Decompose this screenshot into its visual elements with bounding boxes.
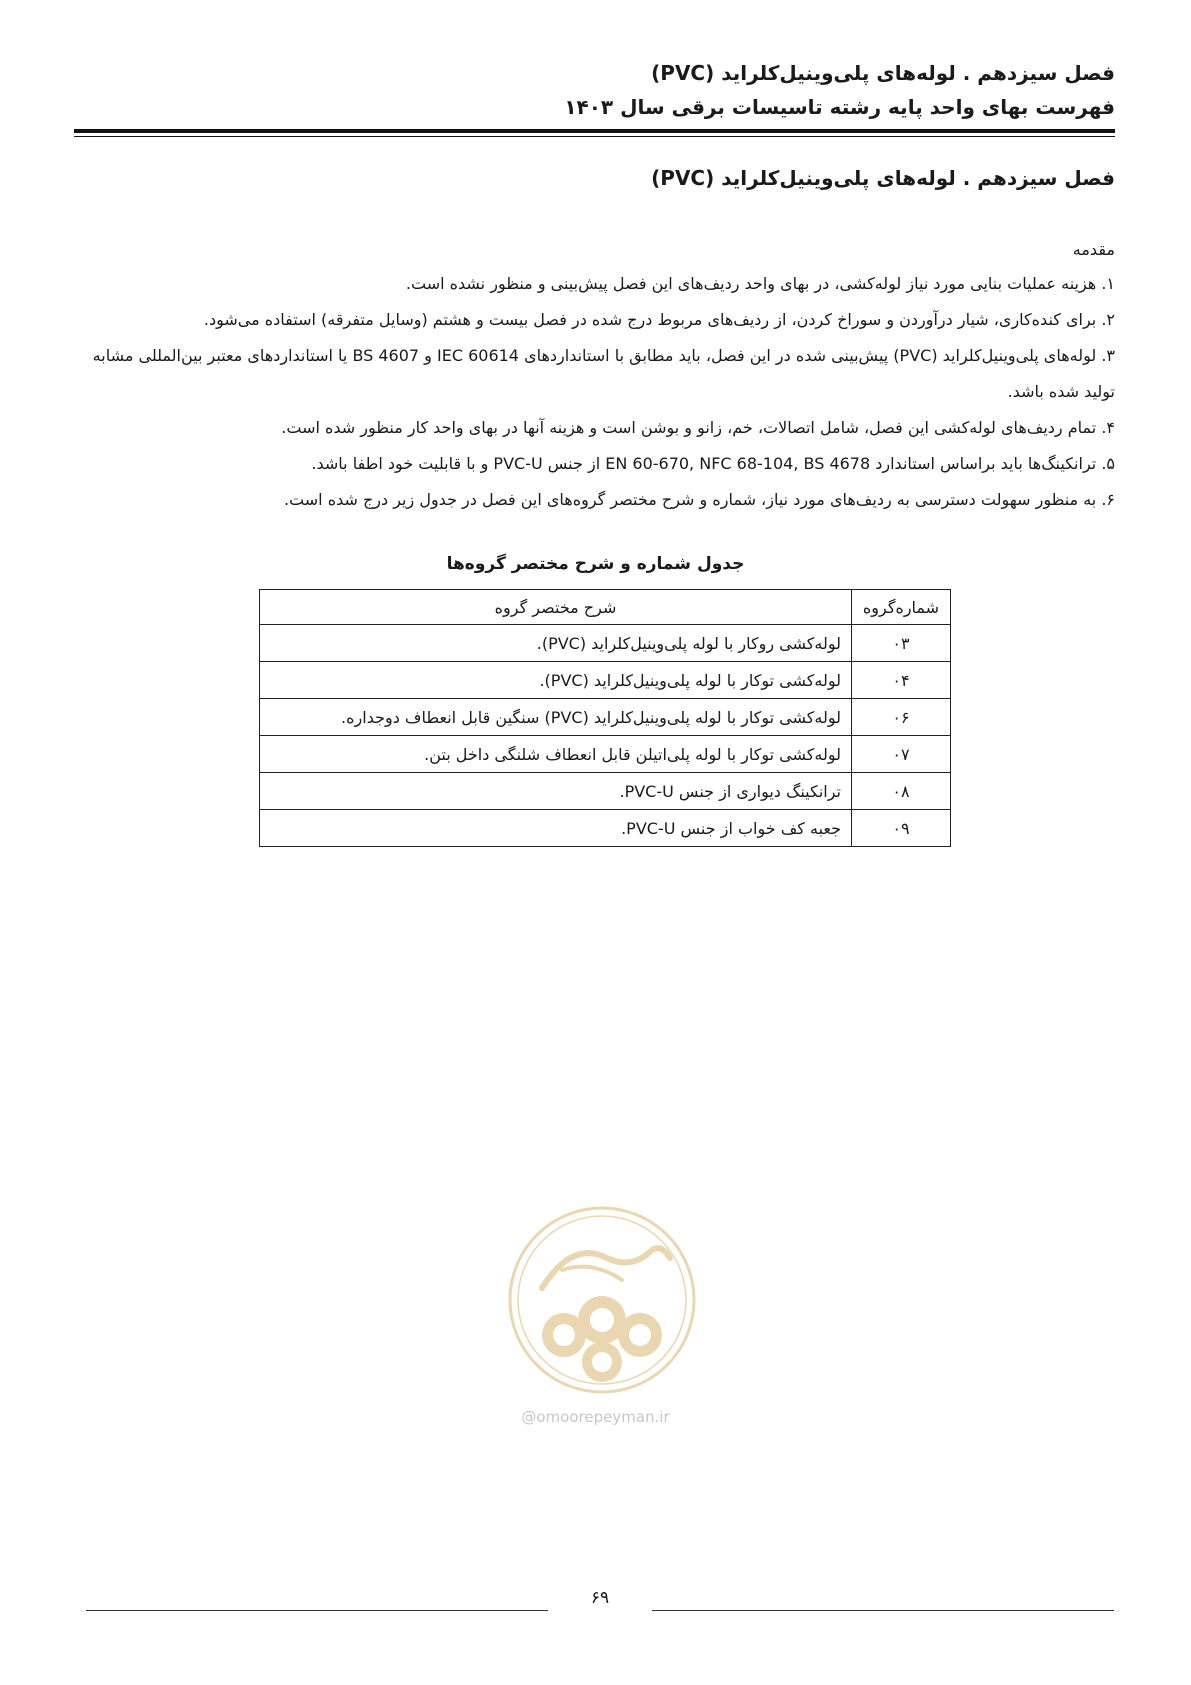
header-book-title: فهرست بهای واحد پایه رشته تاسیسات برقی سال ۱۴۰۳ <box>564 95 1115 119</box>
intro-paragraph: ۳. لوله‌های پلی‌وینیل‌کلراید (PVC) پیش‌بینی شده در این فصل، باید مطابق با استانداردهای IEC 60614 و BS 4607 یا استانداردهای معتبر بین‌المللی مشابه تولید شده باشد. <box>92 346 1115 401</box>
column-header-description: شرح مختصر گروه <box>260 590 852 625</box>
group-number: ۰۸ <box>852 773 951 810</box>
intro-paragraph: ۶. به منظور سهولت دسترسی به ردیف‌های مورد نیاز، شماره و شرح مختصر گروه‌های این فصل در جدول زیر درج شده است. <box>283 490 1115 509</box>
intro-paragraph: ۲. برای کنده‌کاری، شیار درآوردن و سوراخ کردن، از ردیف‌های مربوط درج شده در فصل بیست و هشتم (وسایل متفرقه) استفاده می‌شود. <box>203 310 1115 329</box>
group-description: لوله‌کشی توکار با لوله پلی‌وینیل‌کلراید (PVC). <box>260 662 852 699</box>
table-header-row <box>260 590 951 625</box>
header-rule-thin <box>74 136 1115 137</box>
group-description: لوله‌کشی توکار با لوله پلی‌اتیلن قابل انعطاف شلنگی داخل بتن. <box>260 736 852 773</box>
page-number: ۶۹ <box>590 1588 610 1608</box>
watermark-url: @omoorepeyman.ir <box>521 1408 670 1426</box>
group-description: لوله‌کشی توکار با لوله پلی‌وینیل‌کلراید (PVC) سنگین قابل انعطاف دوجداره. <box>260 699 852 736</box>
table-row <box>260 736 951 773</box>
column-header-number: شماره‌گروه <box>852 590 951 625</box>
group-description: جعبه کف خواب از جنس PVC-U. <box>260 810 852 847</box>
table-row <box>260 625 951 662</box>
intro-label: مقدمه <box>1072 240 1115 259</box>
intro-paragraph: ۴. تمام ردیف‌های لوله‌کشی این فصل، شامل اتصالات، خم، زانو و بوشن است و هزینه آنها در بهای واحد کار منظور شده است. <box>281 418 1115 437</box>
page-header <box>76 56 1115 124</box>
group-number: ۰۹ <box>852 810 951 847</box>
intro-section <box>86 234 1115 518</box>
watermark-logo-icon <box>502 1200 702 1400</box>
footer-rule-right <box>652 1610 1114 1611</box>
groups-table <box>259 589 951 847</box>
group-number: ۰۳ <box>852 625 951 662</box>
header-chapter-title: فصل سیزدهم . لوله‌های پلی‌وینیل‌کلراید (PVC) <box>651 61 1115 85</box>
group-number: ۰۶ <box>852 699 951 736</box>
group-description: لوله‌کشی روکار با لوله پلی‌وینیل‌کلراید (PVC). <box>260 625 852 662</box>
group-description: ترانکینگ دیواری از جنس PVC-U. <box>260 773 852 810</box>
footer-rule-left <box>86 1610 548 1611</box>
table-row <box>260 773 951 810</box>
table-row <box>260 810 951 847</box>
intro-paragraph: ۱. هزینه عملیات بنایی مورد نیاز لوله‌کشی، در بهای واحد ردیف‌های این فصل پیش‌بینی و منظور نشده است. <box>405 274 1115 293</box>
table-row <box>260 699 951 736</box>
header-rule-thick <box>74 129 1115 133</box>
group-number: ۰۴ <box>852 662 951 699</box>
groups-table-title: جدول شماره و شرح مختصر گروه‌ها <box>446 554 745 574</box>
table-row <box>260 662 951 699</box>
group-number: ۰۷ <box>852 736 951 773</box>
section-title: فصل سیزدهم . لوله‌های پلی‌وینیل‌کلراید (PVC) <box>651 166 1115 190</box>
intro-paragraph: ۵. ترانکینگ‌ها باید براساس استاندارد EN 60-670, NFC 68-104, BS 4678 از جنس PVC-U و با قابلیت خود اطفا باشد. <box>311 454 1115 473</box>
